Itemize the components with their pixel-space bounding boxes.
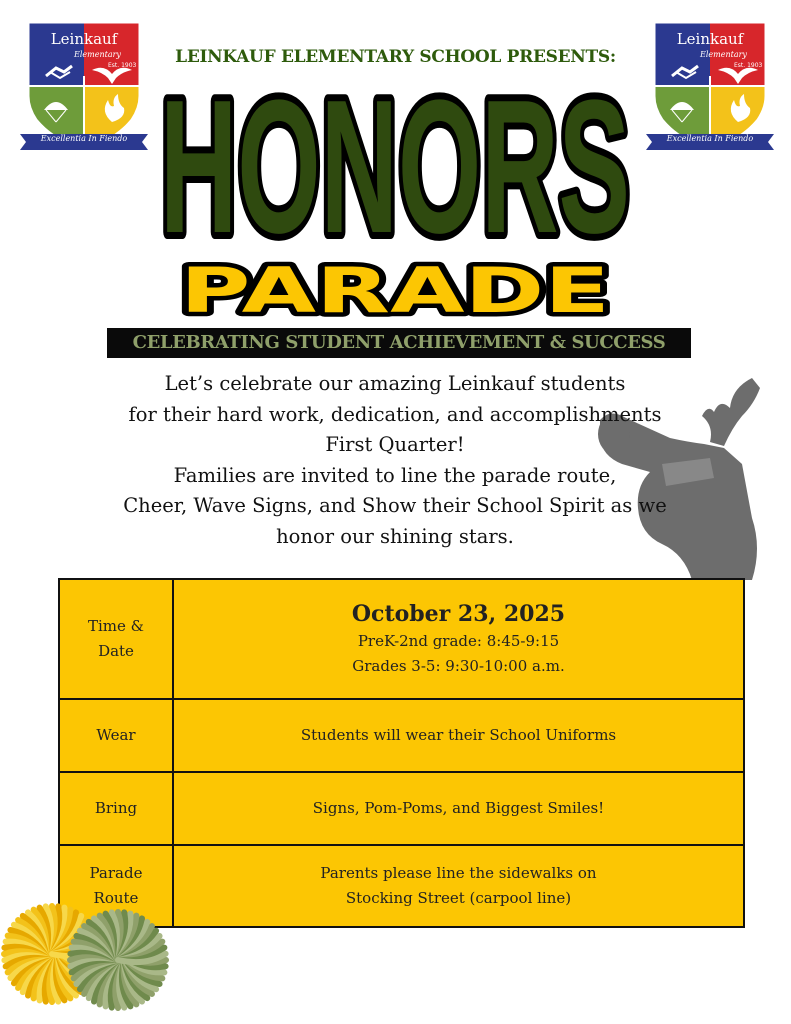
row-label: Time & Date [59, 579, 173, 699]
event-details-table [58, 578, 745, 928]
row-value: Parents please line the sidewalks on Stocking Street (carpool line) [173, 845, 744, 927]
intro-line: for their hard work, dedication, and accomplishments [128, 402, 662, 426]
intro-line: First Quarter! [325, 433, 465, 456]
pom-pom-icon [0, 898, 175, 1018]
table-row [59, 699, 744, 772]
crest-sub: Elementary [700, 50, 747, 59]
parade-title-text: PARADE [180, 254, 610, 322]
row-value: Students will wear their School Uniforms [173, 699, 744, 772]
intro-text [90, 369, 700, 552]
school-crest-right [646, 16, 774, 156]
row-value: Signs, Pom-Poms, and Biggest Smiles! [173, 772, 744, 845]
crest-motto: Excellentia In Fiendo [666, 134, 754, 143]
intro-line: Let’s celebrate our amazing Leinkauf students [164, 372, 626, 395]
parade-title [168, 252, 622, 322]
row-label: Parade Route [59, 845, 173, 927]
honors-title [150, 60, 641, 250]
table-row [59, 579, 744, 699]
school-crest-left [20, 16, 148, 156]
intro-line: Families are invited to line the parade route, [173, 463, 617, 487]
row-label: Bring [59, 772, 173, 845]
crest-sub: Elementary [74, 50, 121, 59]
crest-name: Leinkauf [50, 30, 118, 48]
row-value: October 23, 2025 PreK-2nd grade: 8:45-9:15 Grades 3-5: 9:30-10:00 a.m. [173, 579, 744, 699]
crest-motto: Excellentia In Fiendo [40, 134, 128, 143]
intro-line: Cheer, Wave Signs, and Show their School Spirit as we [123, 494, 667, 517]
crest-est: Est. 1903 [108, 62, 137, 69]
presents-heading: LEINKAUF ELEMENTARY SCHOOL PRESENTS: [175, 47, 616, 67]
event-date: October 23, 2025 [351, 601, 566, 627]
crest-est: Est. 1903 [734, 62, 763, 69]
intro-line: honor our shining stars. [276, 524, 514, 548]
row-label: Wear [59, 699, 173, 772]
table-row [59, 772, 744, 845]
celebration-banner: CELEBRATING STUDENT ACHIEVEMENT & SUCCESS [107, 328, 691, 358]
honors-title-text: HONORS [160, 61, 630, 250]
crest-name: Leinkauf [676, 30, 744, 48]
